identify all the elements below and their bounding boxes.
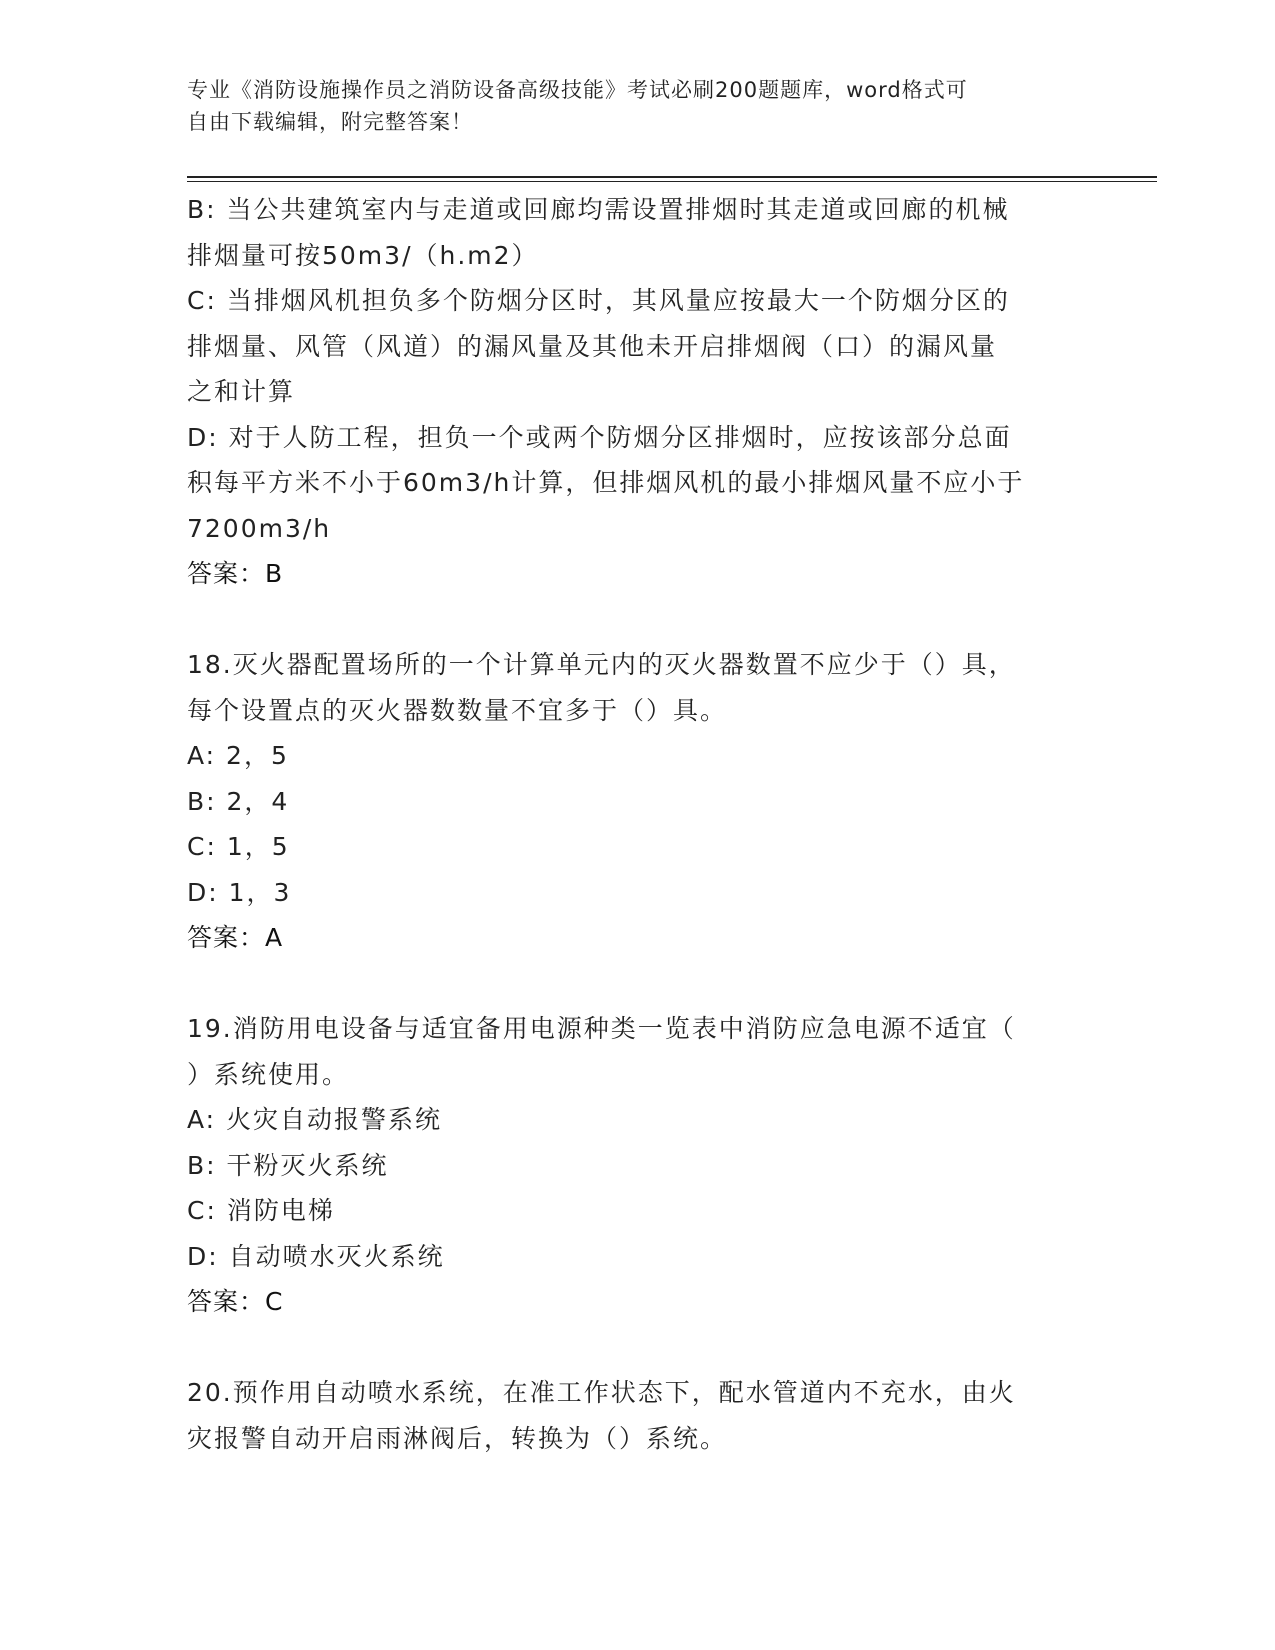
option-d: D: 自动喷水灭火系统 (187, 1241, 445, 1271)
option-c-text-cont: 排烟量、风管（风道）的漏风量及其他未开启排烟阀（口）的漏风量 (187, 331, 998, 361)
header-divider-thin (187, 181, 1157, 182)
option-b-text: B: 当公共建筑室内与走道或回廊均需设置排烟时其走道或回廊的机械 (187, 195, 1010, 224)
answer-label: 答案：C (187, 1287, 284, 1316)
question-19 (187, 1006, 1087, 1325)
option-b-text-cont: 排烟量可按50m3/（h.m2） (187, 240, 539, 270)
header-divider-thick (187, 176, 1157, 178)
option-a: A: 火灾自动报警系统 (187, 1105, 443, 1134)
header-title-line-2: 自由下载编辑，附完整答案！ (187, 110, 473, 134)
document-header (187, 74, 1077, 138)
answer-label: 答案：A (187, 923, 284, 952)
question-stem: 20.预作用自动喷水系统，在准工作状态下，配水管道内不充水，由火 (187, 1378, 1016, 1407)
question-stem-cont: 每个设置点的灭火器数数量不宜多于（）具。 (187, 695, 728, 725)
option-d-text-cont: 积每平方米不小于60m3/h计算，但排烟风机的最小排烟风量不应小于 (187, 468, 1025, 497)
option-d-text-cont-2: 7200m3/h (187, 513, 332, 543)
spacer (187, 1325, 1087, 1371)
answer-label: 答案：B (187, 559, 284, 588)
question-18 (187, 642, 1087, 961)
question-20 (187, 1370, 1087, 1461)
option-c-text: C: 当排烟风机担负多个防烟分区时，其风量应按最大一个防烟分区的 (187, 286, 1010, 315)
option-b: B: 干粉灭火系统 (187, 1150, 389, 1180)
question-stem-cont: 灾报警自动开启雨淋阀后，转换为（）系统。 (187, 1423, 728, 1453)
question-stem-cont: ）系统使用。 (187, 1059, 350, 1089)
option-c: C: 1，5 (187, 832, 290, 861)
option-d: D: 1，3 (187, 877, 292, 907)
question-17-continued (187, 187, 1087, 597)
document-body (187, 187, 1087, 1461)
option-c-text-cont-2: 之和计算 (187, 377, 296, 406)
spacer (187, 597, 1087, 643)
spacer (187, 961, 1087, 1007)
option-d-text: D: 对于人防工程，担负一个或两个防烟分区排烟时，应按该部分总面 (187, 422, 1012, 452)
question-stem: 19.消防用电设备与适宜备用电源种类一览表中消防应急电源不适宜（ (187, 1014, 1016, 1043)
option-a: A: 2，5 (187, 741, 289, 770)
header-title-line-1: 专业《消防设施操作员之消防设备高级技能》考试必刷200题题库，word格式可 (187, 78, 968, 102)
question-stem: 18.灭火器配置场所的一个计算单元内的灭火器数置不应少于（）具， (187, 650, 1016, 679)
option-c: C: 消防电梯 (187, 1196, 335, 1225)
option-b: B: 2，4 (187, 786, 290, 816)
